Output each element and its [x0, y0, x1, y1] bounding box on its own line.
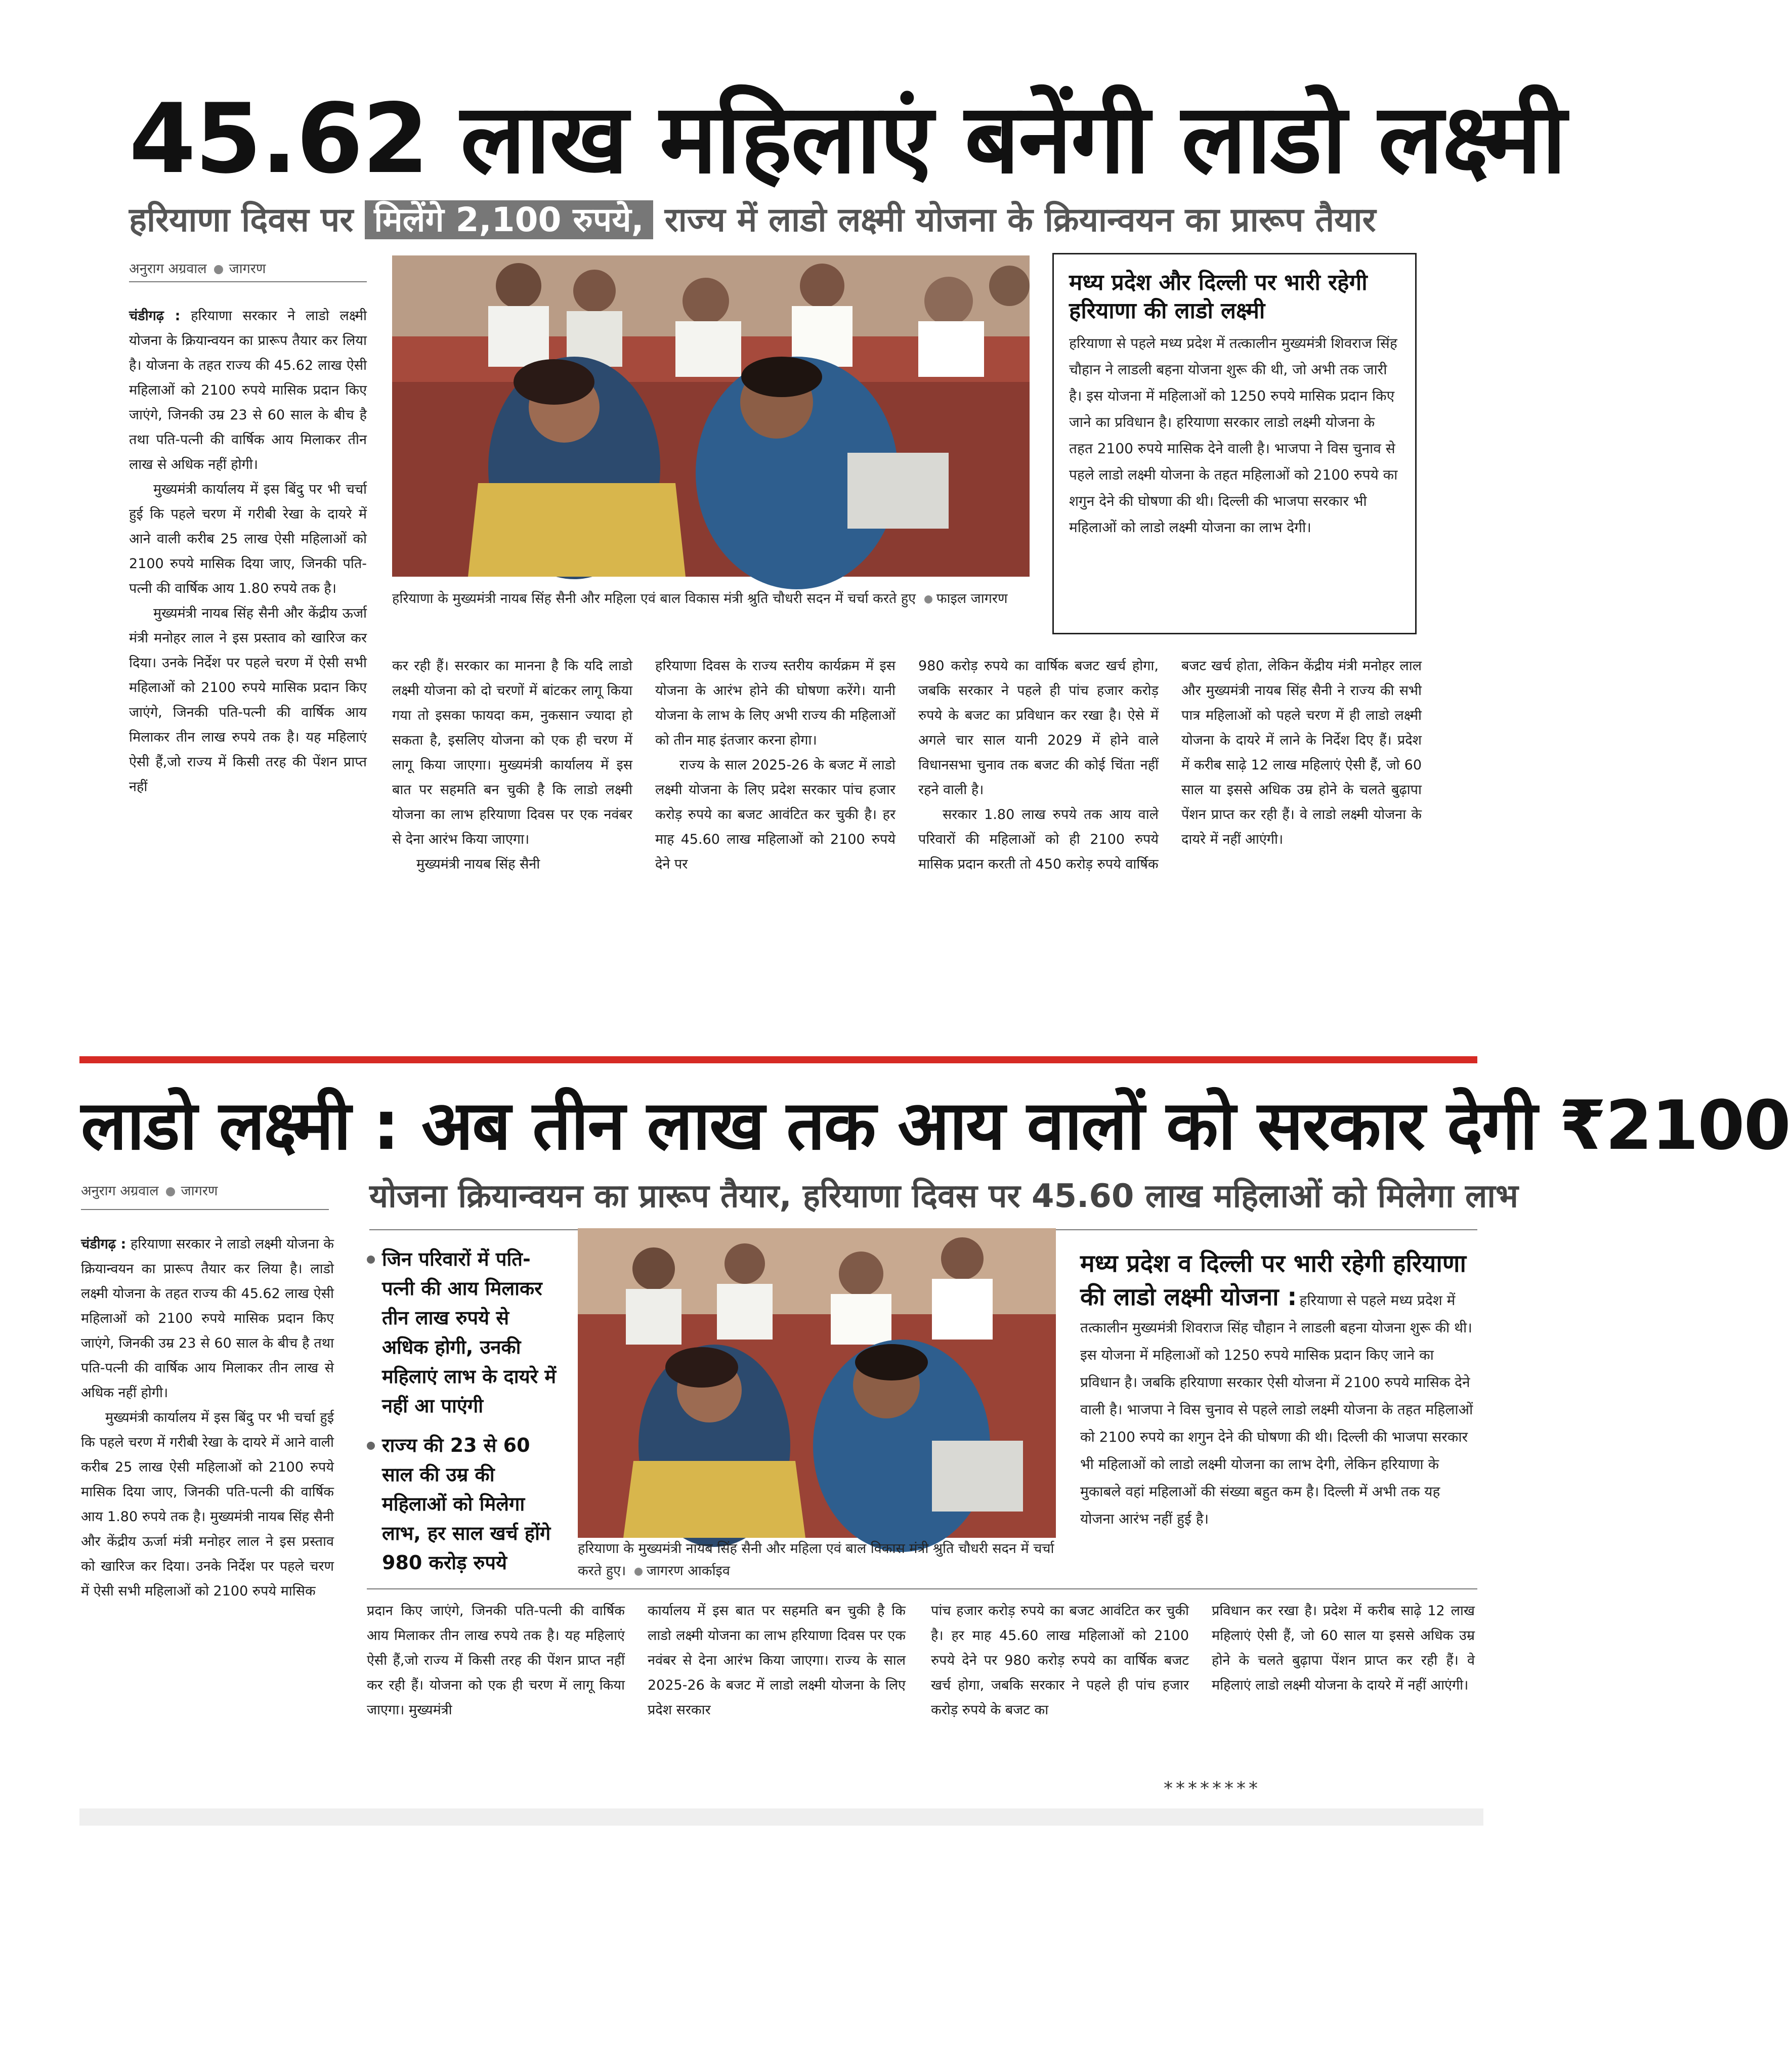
paragraph-text: हरियाणा सरकार ने लाडो लक्ष्मी योजना के क्रियान्वयन का प्रारूप तैयार कर लिया है। योजना के तहत राज्य की 45.62 लाख ऐसी महिलाओं को 2100 रुपये मासिक प्रदान किए जाएंगे, जिनकी उम्र 23 से 60 साल के बीच है तथा पति-पत्नी की वार्षिक आय मिलाकर तीन लाख से अधिक नहीं होगी।: [129, 308, 367, 472]
assembly-photo-illustration: [578, 1228, 1056, 1538]
article2-side-block: [1080, 1247, 1475, 1533]
article1-photo-caption: [392, 588, 1030, 610]
bullet-dot-icon: [924, 595, 932, 603]
paragraph: मुख्यमंत्री नायब सिंह सैनी: [416, 856, 540, 872]
article2-headline: लाडो लक्ष्मी : अब तीन लाख तक आय वालों को सरकार देगी ₹2100: [81, 1086, 1790, 1165]
paragraph: सरकार 1.80 लाख रुपये तक आय वाले परिवारों की महिलाओं को ही 2100 रुपये मासिक प्रदान करती तो 450 करोड़ रुपये वार्षिक: [918, 807, 1159, 872]
paragraph: मुख्यमंत्री नायब सिंह सैनी और केंद्रीय ऊर्जा मंत्री मनोहर लाल ने इस प्रस्ताव को खारिज कर दिया। उनके निर्देश पर पहले चरण में ऐसी सभी महिलाओं को 2100 रुपये मासिक प्रदान किए जाएंगे, जिनकी पति-पत्नी की वार्षिक आय मिलाकर तीन लाख रुपये तक है। यह महिलाएं ऐसी हैं,जो राज्य में किसी तरह की पेंशन प्राप्त नहीं: [129, 606, 367, 795]
article1-column-5: [1181, 654, 1422, 852]
paragraph: कार्यालय में इस बात पर सहमति बन चुकी है कि लाडो लक्ष्मी योजना का लाभ हरियाणा दिवस पर एक नवंबर से देना आरंभ किया जाएगा। राज्य के साल 2025-26 के बजट में लाडो लक्ष्मी योजना के लिए प्रदेश सरकार: [648, 1603, 906, 1718]
dateline: चंडीगढ़ :: [129, 308, 181, 324]
article1-byline: [129, 259, 266, 279]
article2-photo-caption: [578, 1538, 1056, 1582]
highlight-item: राज्य की 23 से 60 साल की उम्र की महिलाओं को मिलेगा लाभ, हर साल खर्च होंगे 980 करोड़ रुपये: [367, 1431, 562, 1577]
article1-photo: [392, 255, 1030, 577]
bullet-dot-icon: [166, 1187, 175, 1196]
article1-column-1: [129, 304, 367, 799]
paragraph: राज्य के साल 2025-26 के बजट में लाडो लक्ष्मी योजना के लिए प्रदेश सरकार पांच हजार करोड़ रुपये का बजट आवंटित कर चुकी है। हर माह 45.60 लाख महिलाओं को 2100 रुपये देने पर: [655, 757, 896, 872]
paragraph: हरियाणा दिवस के राज्य स्तरीय कार्यक्रम में इस योजना के आरंभ होने की घोषणा करेंगे। यानी योजना के लाभ के लिए अभी राज्य की महिलाओं को तीन माह इंतजार करना होगा।: [655, 658, 896, 748]
article2-column-3: [648, 1599, 906, 1722]
paragraph: [129, 304, 367, 477]
paragraph: मुख्यमंत्री कार्यालय में इस बिंदु पर भी चर्चा हुई कि पहले चरण में गरीबी रेखा के दायरे में आने वाली करीब 25 लाख ऐसी महिलाओं को 2100 रुपये मासिक दिया जाए, जिनकी पति-पत्नी की वार्षिक आय 1.80 रुपये तक है।: [129, 482, 367, 596]
end-mark: ********: [1164, 1778, 1261, 1799]
article1-subhead-highlight: मिलेंगे 2,100 रुपये,: [365, 200, 653, 239]
article1-sidebar-box: [1052, 253, 1417, 634]
bullet-dot-icon: [214, 265, 223, 274]
byline-author: अनुराग अग्रवाल: [81, 1183, 159, 1199]
article2-photo: [578, 1228, 1056, 1538]
bullet-dot-icon: [634, 1568, 643, 1576]
article2-highlights: [367, 1244, 562, 1577]
assembly-photo-illustration: [392, 255, 1030, 577]
highlight-item: जिन परिवारों में पति-पत्नी की आय मिलाकर तीन लाख रुपये से अधिक होगी, उनकी महिलाएं लाभ के दायरे में नहीं आ पाएंगी: [367, 1244, 562, 1420]
byline-divider: [81, 1209, 329, 1210]
dateline: चंडीगढ़ :: [81, 1236, 126, 1252]
paragraph: कर रही हैं। सरकार का मानना है कि यदि लाडो लक्ष्मी योजना को दो चरणों में बांटकर लागू किया गया तो इसका फायदा कम, नुकसान ज्यादा हो सकता है, इसलिए योजना को एक ही चरण में लागू किया जाएगा। मुख्यमंत्री कार्यालय में इस बात पर सहमति बन चुकी है कि लाडो लक्ष्मी योजना का लाभ हरियाणा दिवस पर एक नवंबर से देना आरंभ किया जाएगा।: [392, 658, 632, 847]
bottom-strip: [79, 1808, 1483, 1826]
article2-column-5: [1212, 1599, 1475, 1698]
paragraph: बजट खर्च होता, लेकिन केंद्रीय मंत्री मनोहर लाल और मुख्यमंत्री नायब सिंह सैनी ने राज्य की सभी पात्र महिलाओं को पहले चरण में ही लाडो लक्ष्मी योजना के दायरे में लाने के निर्देश दिए हैं। प्रदेश में करीब साढ़े 12 लाख महिलाएं ऐसी हैं, जो 60 साल या इससे अधिक उम्र होने के चलते बुढ़ापा पेंशन प्राप्त कर रही हैं। वे लाडो लक्ष्मी योजना के दायरे में नहीं आएंगी।: [1181, 658, 1422, 847]
article2-column-1: [81, 1232, 334, 1604]
paragraph: प्रदान किए जाएंगे, जिनकी पति-पत्नी की वार्षिक आय मिलाकर तीन लाख रुपये तक है। यह महिलाएं ऐसी हैं,जो राज्य में किसी तरह की पेंशन प्राप्त नहीं कर रही हैं। योजना को एक ही चरण में लागू किया जाएगा। मुख्यमंत्री: [367, 1603, 625, 1718]
paragraph: मुख्यमंत्री कार्यालय में इस बिंदु पर भी चर्चा हुई कि पहले चरण में गरीबी रेखा के दायरे में आने वाली करीब 25 लाख ऐसी महिलाओं को 2100 रुपये मासिक दिया जाए, जिनकी पति-पत्नी की वार्षिक आय 1.80 रुपये तक है। मुख्यमंत्री नायब सिंह सैनी और केंद्रीय ऊर्जा मंत्री मनोहर लाल ने इस प्रस्ताव को खारिज कर दिया। उनके निर्देश पर पहले चरण में ऐसी सभी महिलाओं को 2100 रुपये मासिक: [81, 1410, 334, 1599]
sidebar-box-body: हरियाणा से पहले मध्य प्रदेश में तत्कालीन मुख्यमंत्री शिवराज सिंह चौहान ने लाडली बहना योजना शुरू की थी, जो अभी तक जारी है। इस योजना में महिलाओं को 1250 रुपये मासिक प्रदान किए जाने का प्रविधान है। हरियाणा सरकार लाडो लक्ष्मी योजना के तहत 2100 रुपये मासिक देने वाली है। भाजपा ने विस चुनाव से पहले लाडो लक्ष्मी योजना के तहत महिलाओं को 2100 रुपये का शगुन देने की घोषणा की थी। दिल्ली की भाजपा सरकार भी महिलाओं को लाडो लक्ष्मी योजना का लाभ देगी।: [1069, 335, 1398, 536]
caption-text: हरियाणा के मुख्यमंत्री नायब सिंह सैनी और महिला एवं बाल विकास मंत्री श्रुति चौधरी सदन में चर्चा करते हुए।: [578, 1541, 1054, 1579]
paragraph-text: हरियाणा सरकार ने लाडो लक्ष्मी योजना के क्रियान्वयन का प्रारूप तैयार कर लिया है। लाडो लक्ष्मी योजना के तहत राज्य की 45.62 लाख ऐसी महिलाओं को 2100 रुपये मासिक प्रदान किए जाएंगे, जिनकी उम्र 23 से 60 साल के बीच है तथा पति-पत्नी की वार्षिक आय मिलाकर तीन लाख से अधिक नहीं होगी।: [81, 1236, 334, 1401]
article2-column-4: [931, 1599, 1189, 1722]
paragraph: पांच हजार करोड़ रुपये का बजट आवंटित कर चुकी है। हर माह 45.60 लाख महिलाओं को 2100 रुपये देने पर 980 करोड़ रुपये का वार्षिक बजट खर्च होगा, जबकि सरकार ने पहले ही पांच हजार करोड़ रुपये के बजट का: [931, 1603, 1189, 1718]
paragraph: 980 करोड़ रुपये का वार्षिक बजट खर्च होगा, जबकि सरकार ने पहले ही पांच हजार करोड़ रुपये के बजट का प्रविधान कर रखा है। ऐसे में अगले चार साल यानी 2029 में होने वाले विधानसभा चुनाव तक बजट की कोई चिंता नहीं रहने वाली है।: [918, 658, 1159, 798]
article1-subhead-left: हरियाणा दिवस पर: [129, 200, 354, 239]
article1-column-2: [392, 654, 632, 877]
byline-divider: [129, 281, 367, 282]
article1-subhead-right: राज्य में लाडो लक्ष्मी योजना के क्रियान्वयन का प्रारूप तैयार: [664, 200, 1376, 239]
side-block-body: हरियाणा से पहले मध्य प्रदेश में तत्कालीन मुख्यमंत्री शिवराज सिंह चौहान ने लाडली बहना योजना शुरू की थी। इस योजना में महिलाओं को 1250 रुपये मासिक प्रदान किए जाने का प्रविधान है। जबकि हरियाणा सरकार ऐसी योजना में 2100 रुपये मासिक देने वाली है। भाजपा ने विस चुनाव से पहले लाडो लक्ष्मी योजना के तहत महिलाओं को 2100 रुपये का शगुन देने की घोषणा की थी। दिल्ली की भाजपा सरकार भी महिलाओं को लाडो लक्ष्मी योजना का लाभ देगी, लेकिन हरियाणा के मुकाबले वहां महिलाओं की संख्या बहुत कम है। दिल्ली में अभी तक यह योजना आरंभ नहीं हुई है।: [1080, 1292, 1473, 1527]
article2-column-2: [367, 1599, 625, 1722]
photo-credit: जागरण आर्काइव: [646, 1563, 730, 1579]
article1-headline: 45.62 लाख महिलाएं बनेंगी लाडो लक्ष्मी: [129, 83, 1566, 195]
side-block-title: मध्य प्रदेश व दिल्ली पर भारी रहेगी हरियाणा की लाडो लक्ष्मी योजना :: [1080, 1249, 1466, 1311]
article1-subhead: [129, 195, 1376, 245]
article1-column-3: [655, 654, 896, 877]
byline-author: अनुराग अग्रवाल: [129, 261, 207, 277]
columns-divider: [367, 1588, 1477, 1589]
sidebar-box-title: मध्य प्रदेश और दिल्ली पर भारी रहेगी हरियाणा की लाडो लक्ष्मी: [1069, 270, 1368, 324]
byline-source: जागरण: [229, 261, 266, 277]
section-divider-red: [79, 1056, 1477, 1063]
paragraph: प्रविधान कर रखा है। प्रदेश में करीब साढ़े 12 लाख महिलाएं ऐसी हैं, जो 60 साल या इससे अधिक उम्र होने के चलते बुढ़ापा पेंशन प्राप्त कर रही हैं। वे महिलाएं लाडो लक्ष्मी योजना के दायरे में नहीं आएंगी।: [1212, 1603, 1475, 1693]
paragraph: [81, 1232, 334, 1405]
article2-subhead: योजना क्रियान्वयन का प्रारूप तैयार, हरियाणा दिवस पर 45.60 लाख महिलाओं को मिलेगा लाभ: [369, 1178, 1518, 1215]
article1-column-4: [918, 654, 1159, 877]
caption-text: हरियाणा के मुख्यमंत्री नायब सिंह सैनी और महिला एवं बाल विकास मंत्री श्रुति चौधरी सदन में चर्चा करते हुए: [392, 591, 916, 607]
byline-source: जागरण: [181, 1183, 218, 1199]
article2-byline: [81, 1181, 218, 1201]
photo-credit: फाइल जागरण: [936, 591, 1008, 607]
